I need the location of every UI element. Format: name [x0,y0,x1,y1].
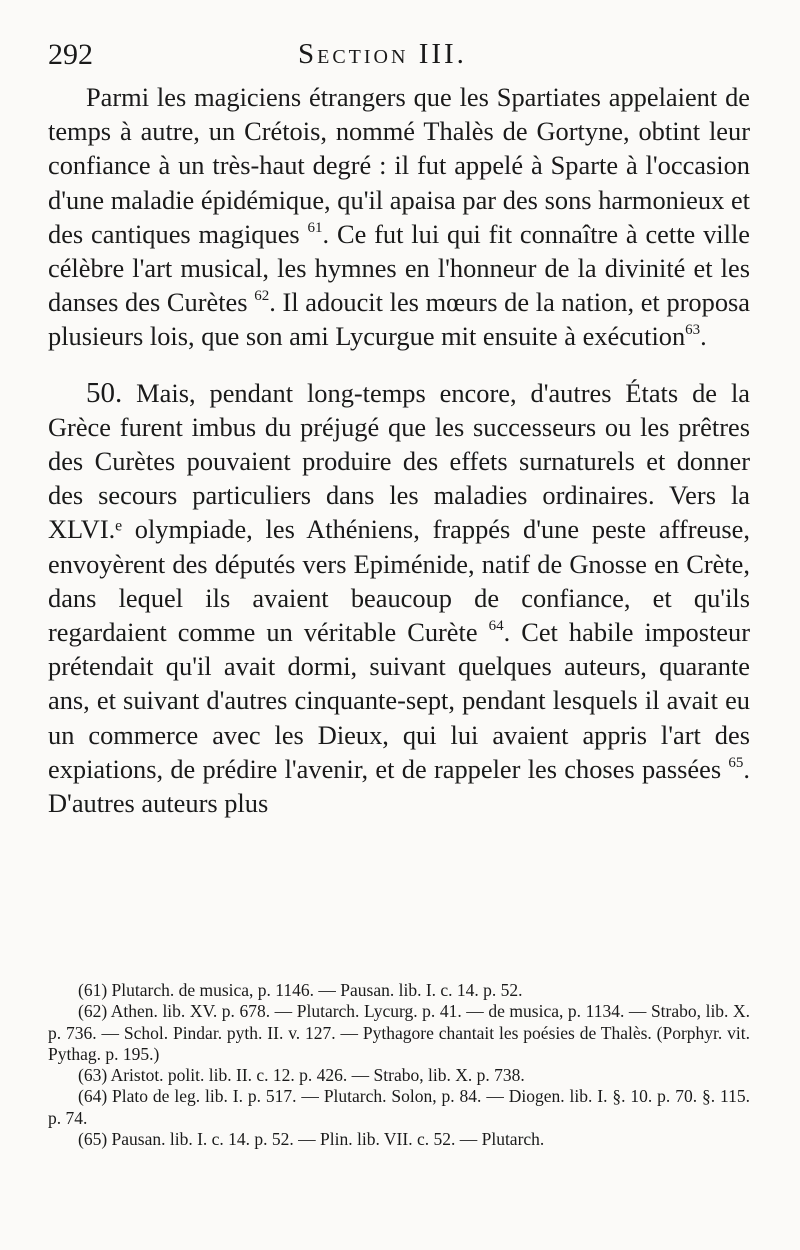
footnotes [48,980,750,1150]
text-run: . Il adoucit les mœurs de la nation, et proposa plusieurs lois, que son ami Lycurgue mit ensuite à exécution [48,287,750,352]
footnote: (64) Plato de leg. lib. I. p. 517. — Plutarch. Solon, p. 84. — Diogen. lib. I. §. 10. p. 70. §. 115. p. 74. [48,1086,750,1128]
page-header [48,38,748,78]
text-run: . Cet habile imposteur prétendait qu'il avait dormi, suivant quelques auteurs, quarante ans, et suivant d'autres cinquante-sept, pendant lesquels il avait eu un commerce avec les Dieux, qui lui avaient appris l'art des expiations, de prédire l'avenir, et de rappeler les choses passées [48,617,750,784]
footnote-ref: 62 [254,288,270,305]
footnote: (61) Plutarch. de musica, p. 1146. — Pausan. lib. I. c. 14. p. 52. [78,980,523,1000]
footnote: (65) Pausan. lib. I. c. 14. p. 52. — Plin. lib. VII. c. 52. — Plutarch. [78,1129,545,1150]
section-number: 50. [86,376,123,409]
paragraph [48,80,750,354]
body-text [48,80,750,820]
text-run: . [700,321,707,352]
footnote-ref: 65 [728,754,744,771]
footnote-ref: 64 [488,618,504,635]
paragraph [48,376,750,821]
running-head: Section III. [298,38,467,70]
text-run: Parmi les magiciens étrangers que les Spartiates appelaient de temps à autre, un Crétois, nommé Thalès de Gortyne, obtint leur confiance à un très-haut degré : il fut appelé à Sparte à l'occasion d'une maladie épidémique, qu'il apaisa par des sons harmonieux et des cantiques magiques [48,82,750,249]
text-run: . Ce fut lui qui fit connaître à cette ville célèbre l'art musical, les hymnes en l'honneur de la divinité et les danses des Curètes [48,218,751,318]
footnote: (62) Athen. lib. XV. p. 678. — Plutarch. Lycurg. p. 41. — de musica, p. 1134. — Strabo, lib. X. p. 736. — Schol. Pindar. pyth. II. v. 127. — Pythagore chantait les poésies de Thalès. (Porphyr. vit. Pythag. p. 195.) [48,1001,750,1064]
footnote-ref: 63 [685,322,701,339]
page-number: 292 [48,38,93,71]
footnote: (63) Aristot. polit. lib. II. c. 12. p. 426. — Strabo, lib. X. p. 738. [78,1065,525,1086]
text-run: Mais, pendant long-temps encore, d'autres États de la Grèce furent imbus du préjugé que les successeurs ou les prêtres des Curètes pouvaient produire des effets surnaturels et donner des secours particuliers dans les maladies ordinaires. Vers la XLVI.ᵉ olympiade, les Athéniens, frappés d'une peste affreuse, envoyèrent des députés vers Epiménide, natif de Gnosse en Crète, dans lequel ils avaient beaucoup de confiance, et qu'ils regardaient comme un véritable Curète [48,377,750,648]
text-run: . D'autres auteurs plus [48,753,750,819]
footnote-ref: 61 [307,219,323,236]
